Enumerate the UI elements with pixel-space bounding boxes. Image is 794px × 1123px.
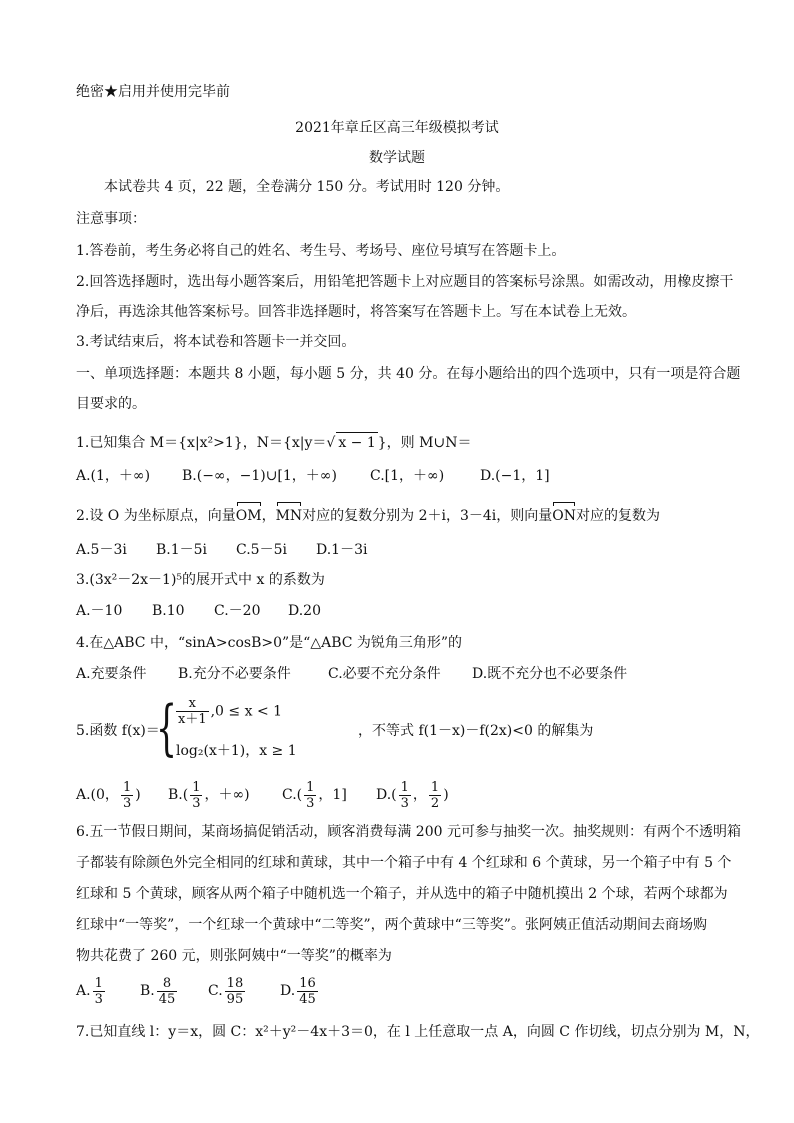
- q3-option-b[interactable]: B.10: [152, 603, 185, 619]
- q5-a-pre: A.(0，: [76, 787, 119, 803]
- q4-option-c[interactable]: C.必要不充分条件: [328, 666, 441, 682]
- sqrt-symbol: √: [326, 435, 336, 451]
- note-2-line-1: 2.回答选择题时，选出每小题答案后，用铅笔把答题卡上对应题目的答案标号涂黑。如需改动，用橡皮擦干: [76, 274, 734, 290]
- q6-option-c[interactable]: [208, 972, 280, 1010]
- q4-option-a[interactable]: A.充要条件: [76, 666, 147, 682]
- q5-tail: ，不等式 f(1－x)－f(2x)<0 的解集为: [358, 723, 594, 739]
- question-6-line-2: 子都装有除颜色外完全相同的红球和黄球，其中一个箱子中有 4 个红球和 6 个黄球，另一个箱子中有 5 个: [76, 855, 732, 871]
- q5-c-fraction: [304, 780, 316, 811]
- q5-a-num: 1: [122, 779, 132, 795]
- notes-heading: 注意事项：: [76, 211, 146, 227]
- q5-case-1: [174, 696, 282, 727]
- q5-case1-cond: ,0 ≤ x < 1: [210, 703, 283, 720]
- exam-intro: 本试卷共 4 页，22 题，全卷满分 150 分。考试用时 120 分钟。: [104, 179, 510, 195]
- q6-c-fraction: [225, 976, 246, 1007]
- subject-title: 数学试题: [369, 150, 425, 166]
- q5-c-den: 3: [306, 795, 315, 811]
- q5-case-2: log₂(x＋1)，x ≥ 1: [176, 743, 297, 759]
- q5-case1-den: x＋1: [178, 712, 207, 727]
- vector-om: OM: [235, 508, 262, 524]
- q5-option-c[interactable]: [282, 778, 376, 812]
- q5-d-mid: ，: [412, 787, 427, 803]
- q1-option-b[interactable]: B.(−∞，−1)∪[1，＋∞): [182, 468, 337, 484]
- q5-c-num: 1: [306, 779, 315, 795]
- q6-d-den: 45: [299, 991, 316, 1007]
- q3-option-a[interactable]: A.－10: [76, 603, 123, 619]
- q5-d-num-2: 1: [430, 779, 440, 795]
- q5-d-den-2: 2: [430, 795, 440, 811]
- question-7-line-1: 7.已知直线 l：y＝x，圆 C：x²＋y²－4x＋3＝0，在 l 上任意取一点 A，向圆 C 作切线，切点分别为 M，N，: [76, 1024, 760, 1040]
- q5-case1-num: x: [176, 696, 209, 712]
- question-6-options: [76, 972, 320, 1010]
- q2-option-c[interactable]: C.5－5i: [236, 542, 287, 558]
- q6-c-den: 95: [226, 991, 244, 1007]
- q6-a-pre: A.: [76, 983, 91, 999]
- q6-a-den: 3: [94, 991, 103, 1007]
- note-1: 1.答卷前，考生务必将自己的姓名、考生号、考场号、座位号填写在答题卡上。: [76, 243, 566, 259]
- q6-c-num: 18: [226, 975, 244, 991]
- q5-a-post: ): [135, 787, 141, 803]
- q2-option-a[interactable]: A.5－3i: [76, 542, 127, 558]
- q5-d-post: ): [443, 787, 449, 803]
- q4-option-d[interactable]: D.既不充分也不必要条件: [472, 666, 628, 682]
- q6-d-num: 16: [299, 975, 316, 991]
- q6-d-fraction: [297, 976, 318, 1007]
- q5-b-pre: B.(: [168, 787, 189, 803]
- q1-option-c[interactable]: C.[1，＋∞): [370, 468, 445, 484]
- q6-option-a[interactable]: [76, 972, 140, 1010]
- q5-option-a[interactable]: [76, 778, 168, 812]
- question-5-stem: [76, 694, 756, 766]
- q5-b-num: 1: [192, 779, 201, 795]
- question-1-options: [76, 466, 550, 486]
- note-3: 3.考试结束后，将本试卷和答题卡一并交回。: [76, 334, 356, 350]
- question-3-stem: 3.(3x²－2x－1)⁵的展开式中 x 的系数为: [76, 572, 325, 588]
- q5-b-fraction: [190, 780, 202, 811]
- q5-c-post: ，1]: [318, 787, 347, 803]
- q2-text-a: 2.设 O 为坐标原点，向量: [76, 508, 236, 524]
- q1-text-b: }，则 M∪N＝: [377, 435, 472, 451]
- q6-a-num: 1: [94, 975, 103, 991]
- section-heading-line-1: 一、单项选择题：本题共 8 小题，每小题 5 分，共 40 分。在每小题给出的四个选项中，只有一项是符合题: [76, 366, 741, 382]
- exam-title: 2021年章丘区高三年级模拟考试: [295, 120, 499, 136]
- question-6-line-3: 红球和 5 个黄球，顾客从两个箱子中随机选一个箱子，并从选中的箱子中随机摸出 2 个球，若两个球都为: [76, 886, 728, 902]
- q6-b-fraction: [157, 976, 178, 1007]
- q1-option-d[interactable]: D.(−1，1]: [480, 468, 550, 484]
- q5-option-b[interactable]: [168, 778, 282, 812]
- q3-option-c[interactable]: C.－20: [214, 603, 261, 619]
- q5-d-den-1: 3: [400, 795, 409, 811]
- question-4-options: [76, 664, 627, 684]
- q5-b-den: 3: [192, 795, 201, 811]
- q5-d-fraction-2: [429, 780, 441, 811]
- q6-a-fraction: [93, 976, 105, 1007]
- q6-option-d[interactable]: [280, 972, 320, 1010]
- q6-b-num: 8: [157, 976, 178, 992]
- section-heading-line-2: 目要求的。: [76, 396, 146, 412]
- q2-text-b: 对应的复数分别为 2＋i，3－4i，则向量: [302, 508, 553, 524]
- q1-option-a[interactable]: A.(1，＋∞): [76, 468, 151, 484]
- q6-d-pre: D.: [280, 983, 296, 999]
- question-6-line-4: 红球中“一等奖”，一个红球一个黄球中“二等奖”，两个黄球中“三等奖”。张阿姨正值活动期间去商场购: [76, 917, 707, 933]
- q5-d-fraction-1: [399, 780, 411, 811]
- q5-option-d[interactable]: [376, 778, 449, 812]
- confidential-label: 绝密★启用并使用完毕前: [76, 84, 230, 100]
- question-6-line-5: 物共花费了 260 元，则张阿姨中“一等奖”的概率为: [76, 948, 392, 964]
- question-6-line-1: 6.五一节假日期间，某商场搞促销活动，顾客消费每满 200 元可参与抽奖一次。抽奖规则：有两个不透明箱: [76, 824, 741, 840]
- q3-option-d[interactable]: D.20: [288, 603, 321, 619]
- left-brace: {: [156, 693, 178, 763]
- q5-case1-fraction: [176, 696, 209, 727]
- question-2-options: [76, 540, 367, 560]
- q2-option-b[interactable]: B.1－5i: [156, 542, 208, 558]
- question-4-stem: 4.在△ABC 中，“sinA>cosB>0”是“△ABC 为锐角三角形”的: [76, 635, 463, 651]
- note-2-line-2: 净后，再选涂其他答案标号。回答非选择题时，将答案写在答题卡上。写在本试卷上无效。: [76, 304, 636, 320]
- q1-radicand: x − 1: [336, 432, 377, 453]
- vector-on: ON: [552, 508, 577, 524]
- q2-text-c: 对应的复数为: [576, 508, 661, 524]
- vector-mn: MN: [275, 508, 303, 524]
- question-5-options: [76, 778, 449, 812]
- q5-d-num-1: 1: [400, 779, 409, 795]
- question-1-stem: [76, 432, 471, 453]
- q4-option-b[interactable]: B.充分不必要条件: [178, 666, 291, 682]
- q2-option-d[interactable]: D.1－3i: [316, 542, 368, 558]
- q6-option-b[interactable]: [140, 972, 208, 1010]
- q5-d-pre: D.(: [376, 787, 397, 803]
- q5-label: 5.函数 f(x)＝: [76, 723, 160, 739]
- q5-b-post: ，＋∞): [204, 787, 250, 803]
- question-2-stem: [76, 506, 660, 526]
- q6-c-pre: C.: [208, 983, 223, 999]
- q5-a-den: 3: [122, 795, 132, 811]
- q6-b-den: 45: [158, 991, 176, 1007]
- q5-c-pre: C.(: [282, 787, 303, 803]
- q5-a-fraction: [121, 780, 133, 811]
- q6-b-pre: B.: [140, 983, 155, 999]
- question-3-options: [76, 601, 321, 621]
- q2-sep: ，: [261, 508, 276, 524]
- q1-text-a: 1.已知集合 M＝{x|x²>1}，N＝{x|y＝: [76, 435, 327, 451]
